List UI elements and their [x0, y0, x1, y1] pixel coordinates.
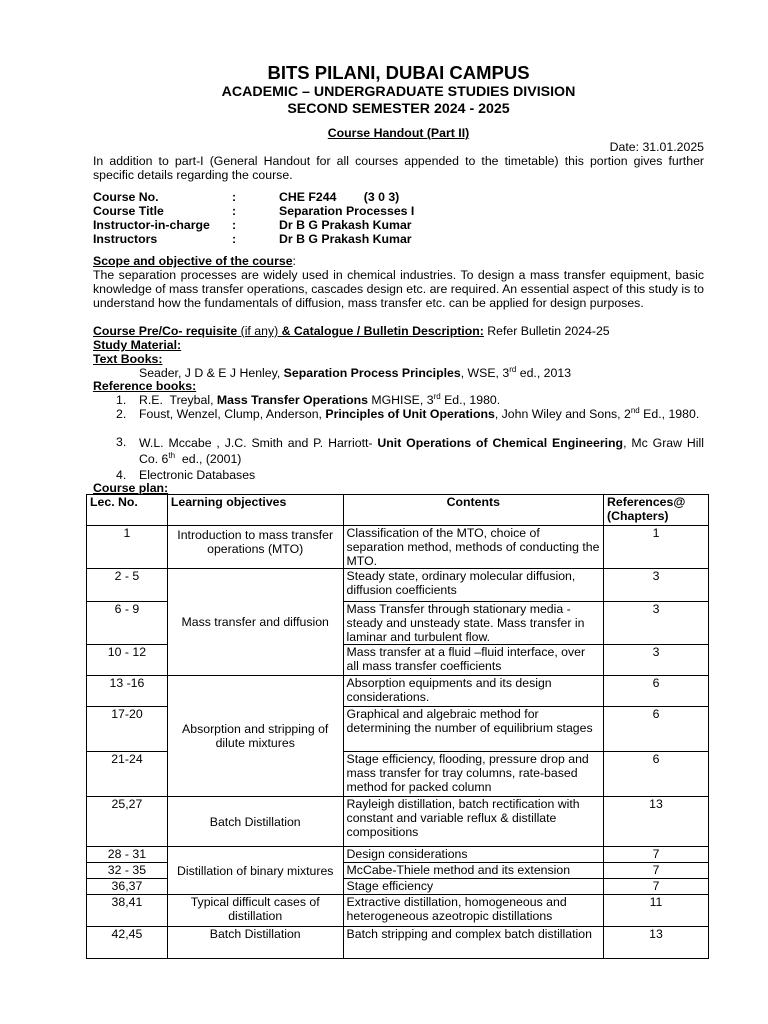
objective-cell: Typical difficult cases of distillation — [167, 895, 343, 927]
division-title: ACADEMIC – UNDERGRADUATE STUDIES DIVISION — [221, 84, 576, 100]
content-cell: McCabe-Thiele method and its extension — [343, 863, 603, 879]
text-book-title: Separation Process Principles — [283, 366, 461, 380]
table-header-row — [87, 495, 709, 526]
lecture-cell: 17-20 — [87, 707, 168, 752]
lecture-cell: 2 - 5 — [87, 569, 168, 602]
reference-cell: 7 — [604, 879, 709, 895]
table-row — [87, 676, 709, 707]
lecture-cell: 25,27 — [87, 797, 168, 847]
objective-cell: Distillation of binary mixtures — [167, 847, 343, 895]
lecture-cell: 1 — [87, 526, 168, 569]
reference-cell: 7 — [604, 847, 709, 863]
instructors-sep: : — [232, 232, 237, 246]
content-cell: Absorption equipments and its design considerations. — [343, 676, 603, 707]
handout-title: Course Handout (Part II) — [327, 126, 470, 140]
reference-cell: 6 — [604, 676, 709, 707]
scope-heading: Scope and objective of the course — [93, 254, 293, 268]
reference-cell: 3 — [604, 569, 709, 602]
course-number-label: Course No. — [93, 190, 159, 204]
lecture-cell: 10 - 12 — [87, 645, 168, 676]
objective-cell: Batch Distillation — [167, 927, 343, 959]
table-row — [87, 526, 709, 569]
content-cell: Mass Transfer through stationary media - steady and unsteady state. Mass transfer in laminar and turbulent flow. — [343, 602, 603, 645]
text-books-heading: Text Books: — [93, 352, 163, 366]
instructor-in-charge-label: Instructor-in-charge — [93, 218, 210, 232]
lecture-cell: 42,45 — [87, 927, 168, 959]
column-header: Contents — [343, 495, 603, 526]
reference-books-heading: Reference books: — [93, 379, 197, 393]
table-row — [87, 847, 709, 863]
instructors-value: Dr B G Prakash Kumar — [279, 232, 412, 246]
course-plan-heading: Course plan: — [93, 481, 169, 495]
lecture-cell: 32 - 35 — [87, 863, 168, 879]
course-plan-table — [86, 494, 709, 959]
institution-title: BITS PILANI, DUBAI CAMPUS — [267, 62, 530, 83]
reference-cell: 11 — [604, 895, 709, 927]
instructor-in-charge-sep: : — [232, 218, 237, 232]
intro-paragraph: In addition to part-I (General Handout for all courses appended to the timetable) this portion gives further specific details regarding the course. — [93, 154, 704, 182]
prerequisite-line — [93, 324, 704, 338]
objective-cell: Mass transfer and diffusion — [167, 569, 343, 676]
table-row — [87, 569, 709, 602]
instructors-label: Instructors — [93, 232, 158, 246]
reference-cell: 3 — [604, 602, 709, 645]
text-book-entry: Seader, J D & E J Henley, Separation Process Principles, WSE, 3rd ed., 2013 — [139, 364, 572, 380]
content-cell: Stage efficiency, flooding, pressure drop and mass transfer for tray columns, rate-based method for packed column — [343, 752, 603, 797]
content-cell: Batch stripping and complex batch distillation — [343, 927, 603, 959]
semester-title: SECOND SEMESTER 2024 - 2025 — [287, 101, 510, 117]
reference-cell: 6 — [604, 752, 709, 797]
prereq-text: Refer Bulletin 2024-25 — [483, 324, 610, 338]
study-material-heading: Study Material: — [93, 338, 182, 352]
lecture-cell: 28 - 31 — [87, 847, 168, 863]
table-row — [87, 797, 709, 847]
objective-cell: Absorption and stripping of dilute mixtures — [167, 676, 343, 797]
reference-cell: 1 — [604, 526, 709, 569]
course-number-value: CHE F244 (3 0 3) — [279, 190, 400, 204]
handout-date: Date: 31.01.2025 — [609, 140, 704, 154]
content-cell: Stage efficiency — [343, 879, 603, 895]
reference-cell: 13 — [604, 927, 709, 959]
column-header: Learning objectives — [167, 495, 343, 526]
objective-cell: Batch Distillation — [167, 797, 343, 847]
course-title-value: Separation Processes I — [279, 204, 415, 218]
scope-heading-line — [93, 254, 704, 268]
prereq-catalogue: & Catalogue / Bulletin Description: — [281, 324, 484, 338]
lecture-cell: 21-24 — [87, 752, 168, 797]
column-header: References@ (Chapters) — [604, 495, 709, 526]
reference-cell: 13 — [604, 797, 709, 847]
content-cell: Design considerations — [343, 847, 603, 863]
reference-cell: 7 — [604, 863, 709, 879]
scope-colon: : — [292, 254, 296, 268]
table-row — [87, 895, 709, 927]
lecture-cell: 13 -16 — [87, 676, 168, 707]
objective-cell: Introduction to mass transfer operations (MTO) — [167, 526, 343, 569]
course-title-sep: : — [232, 204, 237, 218]
lecture-cell: 36,37 — [87, 879, 168, 895]
lecture-cell: 38,41 — [87, 895, 168, 927]
prereq-if-any: (if any) — [237, 324, 282, 338]
column-header: Lec. No. — [87, 495, 168, 526]
lecture-cell: 6 - 9 — [87, 602, 168, 645]
content-cell: Mass transfer at a fluid –fluid interface, over all mass transfer coefficients — [343, 645, 603, 676]
content-cell: Rayleigh distillation, batch rectification with constant and variable reflux & distillate compositions — [343, 797, 603, 847]
content-cell: Extractive distillation, homogeneous and heterogeneous azeotropic distillations — [343, 895, 603, 927]
reference-cell: 3 — [604, 645, 709, 676]
instructor-in-charge-value: Dr B G Prakash Kumar — [279, 218, 412, 232]
prereq-heading: Course Pre/Co- requisite — [93, 324, 238, 338]
content-cell: Steady state, ordinary molecular diffusion, diffusion coefficients — [343, 569, 603, 602]
content-cell: Classification of the MTO, choice of separation method, methods of conducting the MTO. — [343, 526, 603, 569]
course-number-sep: : — [232, 190, 237, 204]
reference-cell: 6 — [604, 707, 709, 752]
scope-paragraph: The separation processes are widely used in chemical industries. To design a mass transfer equipment, basic knowledge of mass transfer operations, cascades design etc. are required. An essential aspect of this study is to understand how the fundamentals of diffusion, mass transfer etc. can be applied for design purposes. — [93, 268, 704, 310]
course-title-label: Course Title — [93, 204, 164, 218]
table-row — [87, 927, 709, 959]
content-cell: Graphical and algebraic method for determining the number of equilibrium stages — [343, 707, 603, 752]
